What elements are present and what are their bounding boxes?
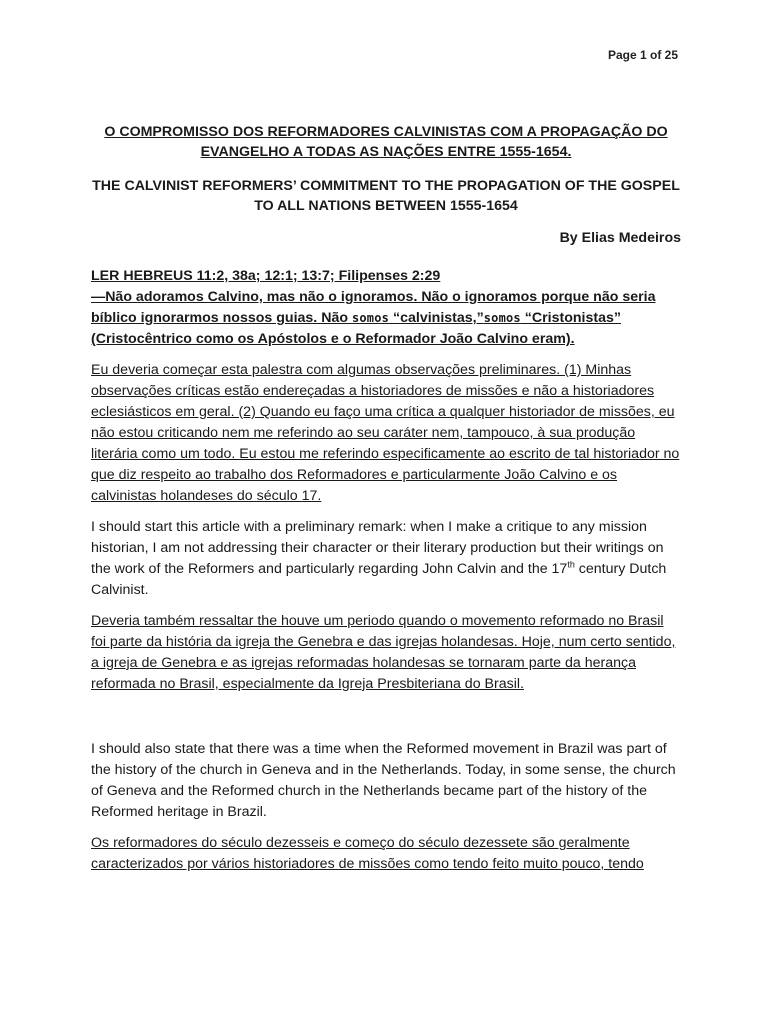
- intro-mono-a: somos: [351, 311, 390, 325]
- paragraph-en-2: I should also state that there was a time when the Reformed movement in Brazil was part of the history of the church in Geneva and in the Netherlands. Today, in some sense, the church of Geneva and the Reformed church in the Netherlands became part of the history of the Reformed heritage in Brazil.: [91, 741, 676, 820]
- title-english: THE CALVINIST REFORMERS’ COMMITMENT TO THE PROPAGATION OF THE GOSPEL TO ALL NATIONS BETWEEN 1555-1654: [92, 178, 680, 214]
- paragraph-pt-2: Deveria também ressaltar the houve um periodo quando o movemento reformado no Brasil foi parte da história da igreja the Genebra e das igrejas holandesas. Hoje, num certo sentido, a igreja de Genebra e as igrejas reformadas holandesas se tornaram parte da herança reformada no Brasil, especialmente da Igreja Presbiteriana do Brasil.: [91, 613, 676, 692]
- author-byline: By Elias Medeiros: [559, 230, 681, 246]
- intro-text-c: “Cristonistas” (Cristocêntrico como os Apóstolos e o Reformador João Calvino eram).: [91, 310, 621, 347]
- paragraph-en-1-text: I should start this article with a preliminary remark: when I make a critique to any mission historian, I am not addressing their character or their literary production but their writings on the work of the Reformers and particularly regarding John Calvin and the 17: [91, 519, 664, 577]
- ordinal-suffix: th: [567, 559, 575, 570]
- spacer: [91, 705, 681, 739]
- scripture-reference: LER HEBREUS 11:2, 38a; 12:1; 13:7; Filipenses 2:29: [91, 268, 441, 284]
- intro-text-b: “calvinistas,”: [389, 310, 484, 326]
- paragraph-en-1-end: century Dutch Calvinist.: [91, 561, 667, 598]
- paragraph-pt-3: Os reformadores do século dezesseis e começo do século dezessete são geralmente caracterizados por vários historiadores de missões como tendo feito muito pouco, tendo: [91, 835, 644, 872]
- intro-text-a: —Não adoramos Calvino, mas não o ignoramos. Não o ignoramos porque não seria bíblico ignorarmos nossos guias. Não: [91, 289, 656, 326]
- intro-statement: [91, 289, 655, 347]
- paragraph-pt-1: Eu deveria começar esta palestra com algumas observações preliminares. (1) Minhas observações críticas estão endereçadas a historiadores de missões e não a historiadores eclesiásticos em geral. (2) Quando eu faço uma crítica a qualquer historiador de missões, eu não estou criticando nem me referindo ao seu caráter nem, tampouco, à sua produção literária como um todo. Eu estou me referindo especificamente ao escrito de tal historiador no que diz respeito ao trabalho dos Reformadores e particularmente João Calvino e os calvinistas holandeses do século 17.: [91, 362, 680, 504]
- intro-mono-b: somos: [483, 311, 521, 325]
- document-body: [91, 122, 681, 885]
- page-number: Page 1 of 25: [607, 48, 678, 62]
- paragraph-en-1: [91, 517, 681, 601]
- intro-block: [91, 266, 681, 350]
- title-portuguese: O COMPROMISSO DOS REFORMADORES CALVINISTAS COM A PROPAGAÇÃO DO EVANGELHO A TODAS AS NAÇÕES ENTRE 1555-1654.: [104, 124, 668, 160]
